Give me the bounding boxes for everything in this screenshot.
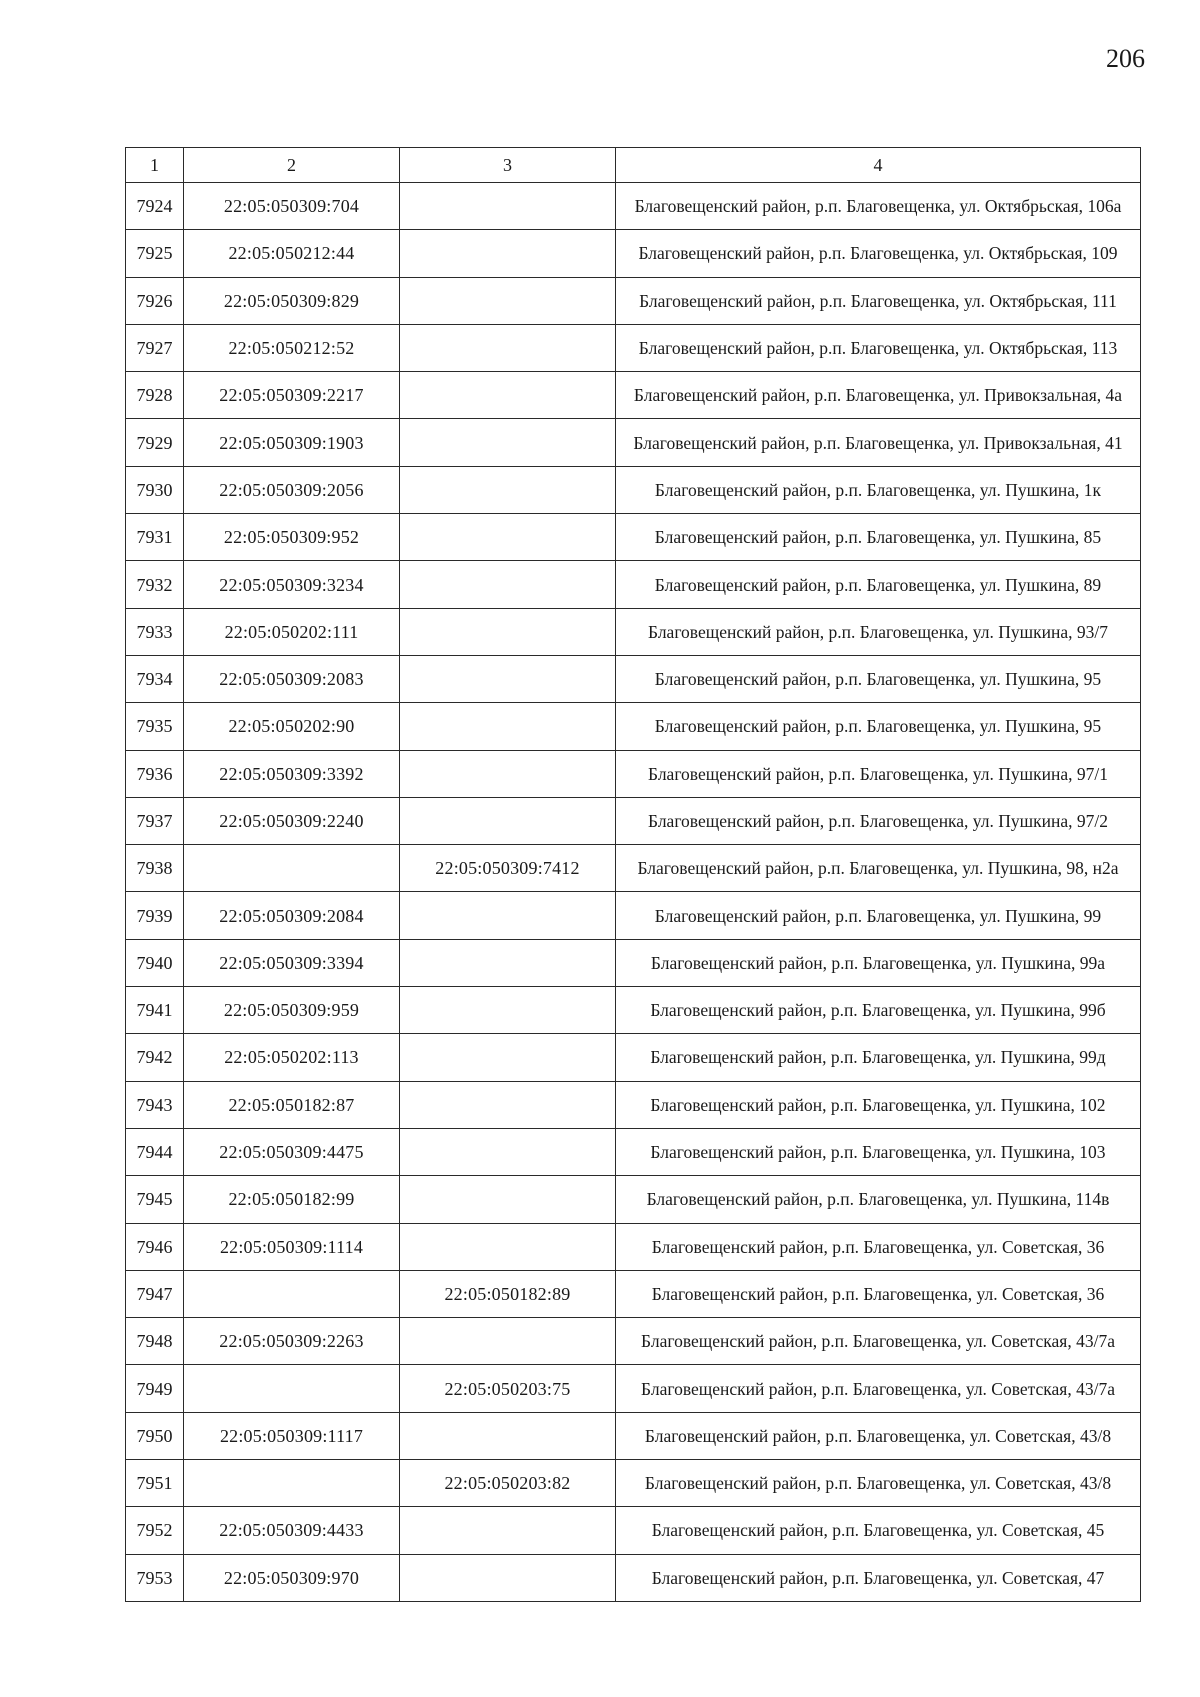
row-number-cell: 7936 [126,750,184,797]
building-cadastral-number-cell [400,1176,616,1223]
building-cadastral-number-cell [400,561,616,608]
row-number-cell: 7931 [126,514,184,561]
table-row [126,1365,1141,1412]
building-cadastral-number-cell [400,1318,616,1365]
row-number-cell: 7943 [126,1081,184,1128]
building-cadastral-number-cell [400,230,616,277]
address-cell: Благовещенский район, р.п. Благовещенка, ул. Советская, 43/7а [616,1365,1141,1412]
building-cadastral-number-cell [400,797,616,844]
address-cell: Благовещенский район, р.п. Благовещенка, ул. Пушкина, 95 [616,703,1141,750]
building-cadastral-number-cell [400,750,616,797]
header-col-4: 4 [616,148,1141,183]
page-number: 206 [1106,44,1145,73]
table-row [126,514,1141,561]
row-number-cell: 7929 [126,419,184,466]
cadastral-number-cell: 22:05:050309:2263 [184,1318,400,1365]
row-number-cell: 7927 [126,324,184,371]
cadastral-number-cell [184,845,400,892]
building-cadastral-number-cell [400,372,616,419]
table-row [126,466,1141,513]
cadastral-number-cell [184,1365,400,1412]
address-cell: Благовещенский район, р.п. Благовещенка, ул. Пушкина, 89 [616,561,1141,608]
row-number-cell: 7950 [126,1412,184,1459]
address-cell: Благовещенский район, р.п. Благовещенка, ул. Пушкина, 99б [616,987,1141,1034]
row-number-cell: 7930 [126,466,184,513]
cadastral-number-cell: 22:05:050212:44 [184,230,400,277]
address-cell: Благовещенский район, р.п. Благовещенка, ул. Советская, 43/7а [616,1318,1141,1365]
cadastral-number-cell: 22:05:050309:959 [184,987,400,1034]
table-row [126,1554,1141,1601]
cadastral-number-cell: 22:05:050309:1117 [184,1412,400,1459]
table-row [126,1318,1141,1365]
address-cell: Благовещенский район, р.п. Благовещенка, ул. Советская, 43/8 [616,1460,1141,1507]
table-row [126,1034,1141,1081]
cadastral-number-cell [184,1270,400,1317]
building-cadastral-number-cell [400,1081,616,1128]
header-col-1: 1 [126,148,184,183]
table-row [126,1507,1141,1554]
table-row [126,1081,1141,1128]
building-cadastral-number-cell [400,466,616,513]
header-col-3: 3 [400,148,616,183]
table-row [126,1270,1141,1317]
address-cell: Благовещенский район, р.п. Благовещенка, ул. Пушкина, 85 [616,514,1141,561]
building-cadastral-number-cell: 22:05:050203:82 [400,1460,616,1507]
address-cell: Благовещенский район, р.п. Благовещенка, ул. Пушкина, 99а [616,939,1141,986]
building-cadastral-number-cell [400,608,616,655]
table-row [126,703,1141,750]
table-row [126,1128,1141,1175]
table-body [126,183,1141,1602]
address-cell: Благовещенский район, р.п. Благовещенка, ул. Пушкина, 99д [616,1034,1141,1081]
cadastral-number-cell: 22:05:050309:3234 [184,561,400,608]
cadastral-number-cell: 22:05:050202:90 [184,703,400,750]
building-cadastral-number-cell [400,892,616,939]
row-number-cell: 7924 [126,183,184,230]
building-cadastral-number-cell [400,419,616,466]
cadastral-number-cell: 22:05:050309:4475 [184,1128,400,1175]
cadastral-number-cell [184,1460,400,1507]
address-cell: Благовещенский район, р.п. Благовещенка, ул. Привокзальная, 41 [616,419,1141,466]
row-number-cell: 7933 [126,608,184,655]
address-cell: Благовещенский район, р.п. Благовещенка, ул. Пушкина, 103 [616,1128,1141,1175]
row-number-cell: 7925 [126,230,184,277]
building-cadastral-number-cell [400,277,616,324]
cadastral-number-cell: 22:05:050309:3394 [184,939,400,986]
cadastral-number-cell: 22:05:050309:4433 [184,1507,400,1554]
header-row [126,148,1141,183]
table-row [126,608,1141,655]
building-cadastral-number-cell [400,987,616,1034]
address-cell: Благовещенский район, р.п. Благовещенка, ул. Пушкина, 99 [616,892,1141,939]
row-number-cell: 7953 [126,1554,184,1601]
building-cadastral-number-cell: 22:05:050203:75 [400,1365,616,1412]
building-cadastral-number-cell [400,703,616,750]
building-cadastral-number-cell [400,1554,616,1601]
cadastral-number-cell: 22:05:050309:1903 [184,419,400,466]
address-cell: Благовещенский район, р.п. Благовещенка, ул. Пушкина, 95 [616,655,1141,702]
cadastral-number-cell: 22:05:050182:87 [184,1081,400,1128]
cadastral-number-cell: 22:05:050309:2056 [184,466,400,513]
row-number-cell: 7932 [126,561,184,608]
address-cell: Благовещенский район, р.п. Благовещенка, ул. Октябрьская, 109 [616,230,1141,277]
building-cadastral-number-cell [400,1034,616,1081]
row-number-cell: 7942 [126,1034,184,1081]
row-number-cell: 7952 [126,1507,184,1554]
address-cell: Благовещенский район, р.п. Благовещенка, ул. Октябрьская, 106а [616,183,1141,230]
header-col-2: 2 [184,148,400,183]
row-number-cell: 7944 [126,1128,184,1175]
row-number-cell: 7949 [126,1365,184,1412]
table-row [126,750,1141,797]
building-cadastral-number-cell [400,183,616,230]
table-row [126,561,1141,608]
cadastral-number-cell: 22:05:050309:3392 [184,750,400,797]
table-row [126,892,1141,939]
cadastral-number-cell: 22:05:050202:111 [184,608,400,655]
table-row [126,1176,1141,1223]
table-row [126,987,1141,1034]
row-number-cell: 7951 [126,1460,184,1507]
cadastral-number-cell: 22:05:050212:52 [184,324,400,371]
cadastral-number-cell: 22:05:050309:1114 [184,1223,400,1270]
table-row [126,939,1141,986]
table-row [126,419,1141,466]
row-number-cell: 7938 [126,845,184,892]
table-row [126,655,1141,702]
table-row [126,230,1141,277]
table-row [126,372,1141,419]
building-cadastral-number-cell: 22:05:050309:7412 [400,845,616,892]
row-number-cell: 7934 [126,655,184,702]
building-cadastral-number-cell [400,514,616,561]
table-row [126,1223,1141,1270]
cadastral-number-cell: 22:05:050202:113 [184,1034,400,1081]
table-row [126,183,1141,230]
registry-table [125,147,1141,1602]
row-number-cell: 7941 [126,987,184,1034]
building-cadastral-number-cell [400,1223,616,1270]
table-row [126,277,1141,324]
address-cell: Благовещенский район, р.п. Благовещенка, ул. Пушкина, 97/1 [616,750,1141,797]
cadastral-number-cell: 22:05:050309:2084 [184,892,400,939]
table-row [126,1460,1141,1507]
address-cell: Благовещенский район, р.п. Благовещенка, ул. Пушкина, 97/2 [616,797,1141,844]
building-cadastral-number-cell [400,655,616,702]
address-cell: Благовещенский район, р.п. Благовещенка, ул. Привокзальная, 4а [616,372,1141,419]
cadastral-number-cell: 22:05:050182:99 [184,1176,400,1223]
cadastral-number-cell: 22:05:050309:970 [184,1554,400,1601]
table-header [126,148,1141,183]
cadastral-number-cell: 22:05:050309:2083 [184,655,400,702]
row-number-cell: 7928 [126,372,184,419]
row-number-cell: 7937 [126,797,184,844]
address-cell: Благовещенский район, р.п. Благовещенка, ул. Пушкина, 98, н2а [616,845,1141,892]
cadastral-number-cell: 22:05:050309:2217 [184,372,400,419]
building-cadastral-number-cell [400,324,616,371]
address-cell: Благовещенский район, р.п. Благовещенка, ул. Октябрьская, 111 [616,277,1141,324]
row-number-cell: 7939 [126,892,184,939]
address-cell: Благовещенский район, р.п. Благовещенка, ул. Советская, 36 [616,1270,1141,1317]
cadastral-number-cell: 22:05:050309:952 [184,514,400,561]
building-cadastral-number-cell [400,1412,616,1459]
table-row [126,797,1141,844]
address-cell: Благовещенский район, р.п. Благовещенка, ул. Советская, 47 [616,1554,1141,1601]
building-cadastral-number-cell [400,939,616,986]
row-number-cell: 7945 [126,1176,184,1223]
address-cell: Благовещенский район, р.п. Благовещенка, ул. Октябрьская, 113 [616,324,1141,371]
row-number-cell: 7946 [126,1223,184,1270]
address-cell: Благовещенский район, р.п. Благовещенка, ул. Пушкина, 1к [616,466,1141,513]
table-row [126,1412,1141,1459]
table-row [126,845,1141,892]
building-cadastral-number-cell: 22:05:050182:89 [400,1270,616,1317]
row-number-cell: 7926 [126,277,184,324]
row-number-cell: 7948 [126,1318,184,1365]
address-cell: Благовещенский район, р.п. Благовещенка, ул. Советская, 43/8 [616,1412,1141,1459]
address-cell: Благовещенский район, р.п. Благовещенка, ул. Пушкина, 114в [616,1176,1141,1223]
address-cell: Благовещенский район, р.п. Благовещенка, ул. Пушкина, 102 [616,1081,1141,1128]
building-cadastral-number-cell [400,1507,616,1554]
table-row [126,324,1141,371]
address-cell: Благовещенский район, р.п. Благовещенка, ул. Советская, 36 [616,1223,1141,1270]
building-cadastral-number-cell [400,1128,616,1175]
cadastral-number-cell: 22:05:050309:704 [184,183,400,230]
cadastral-number-cell: 22:05:050309:2240 [184,797,400,844]
address-cell: Благовещенский район, р.п. Благовещенка, ул. Пушкина, 93/7 [616,608,1141,655]
cadastral-number-cell: 22:05:050309:829 [184,277,400,324]
row-number-cell: 7940 [126,939,184,986]
row-number-cell: 7947 [126,1270,184,1317]
address-cell: Благовещенский район, р.п. Благовещенка, ул. Советская, 45 [616,1507,1141,1554]
row-number-cell: 7935 [126,703,184,750]
